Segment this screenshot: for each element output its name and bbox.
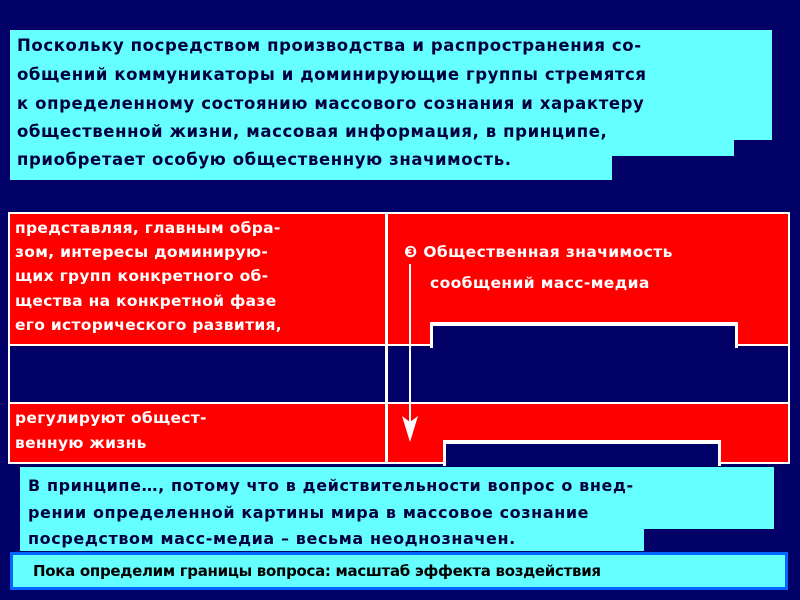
- footer-banner: [10, 552, 788, 590]
- bottom-paragraph-line: рении определенной картины мира в массовое сознание: [28, 503, 590, 522]
- left-top-line: его исторического развития,: [15, 316, 282, 334]
- notch-upper: [433, 326, 735, 350]
- top-paragraph-line: общественной жизни, массовая информация, в принципе,: [17, 122, 608, 141]
- top-paragraph-line: к определенному состоянию массового сознания и характеру: [17, 94, 645, 113]
- left-bottom-line: регулируют общест-: [15, 409, 207, 427]
- notch-lower: [446, 444, 718, 468]
- left-top-line: зом, интересы доминирую-: [15, 243, 269, 261]
- bottom-paragraph-line: В принципе…, потому что в действительности вопрос о внед-: [28, 476, 634, 495]
- left-bottom-line: венную жизнь: [15, 434, 147, 452]
- left-top-line: представляя, главным обра-: [15, 219, 281, 237]
- significance-heading: ❸ Общественная значимость: [404, 243, 673, 261]
- top-paragraph-line: общений коммуникаторы и доминирующие группы стремятся: [17, 65, 647, 84]
- footer-text: Пока определим границы вопроса: масштаб эффекта воздействия: [33, 562, 601, 580]
- significance-subheading: сообщений масс-медиа: [430, 274, 650, 292]
- bottom-paragraph-line: посредством масс-медиа – весьма неоднозначен.: [28, 529, 516, 548]
- top-paragraph-line: Поскольку посредством производства и распространения со-: [17, 36, 642, 55]
- top-paragraph-line: приобретает особую общественную значимость.: [17, 150, 512, 169]
- cell-right-middle: [388, 346, 788, 402]
- cell-left-middle: [10, 346, 385, 402]
- down-arrow-icon: [398, 262, 422, 444]
- left-top-line: щества на конкретной фазе: [15, 292, 277, 310]
- left-top-line: щих групп конкретного об-: [15, 267, 269, 285]
